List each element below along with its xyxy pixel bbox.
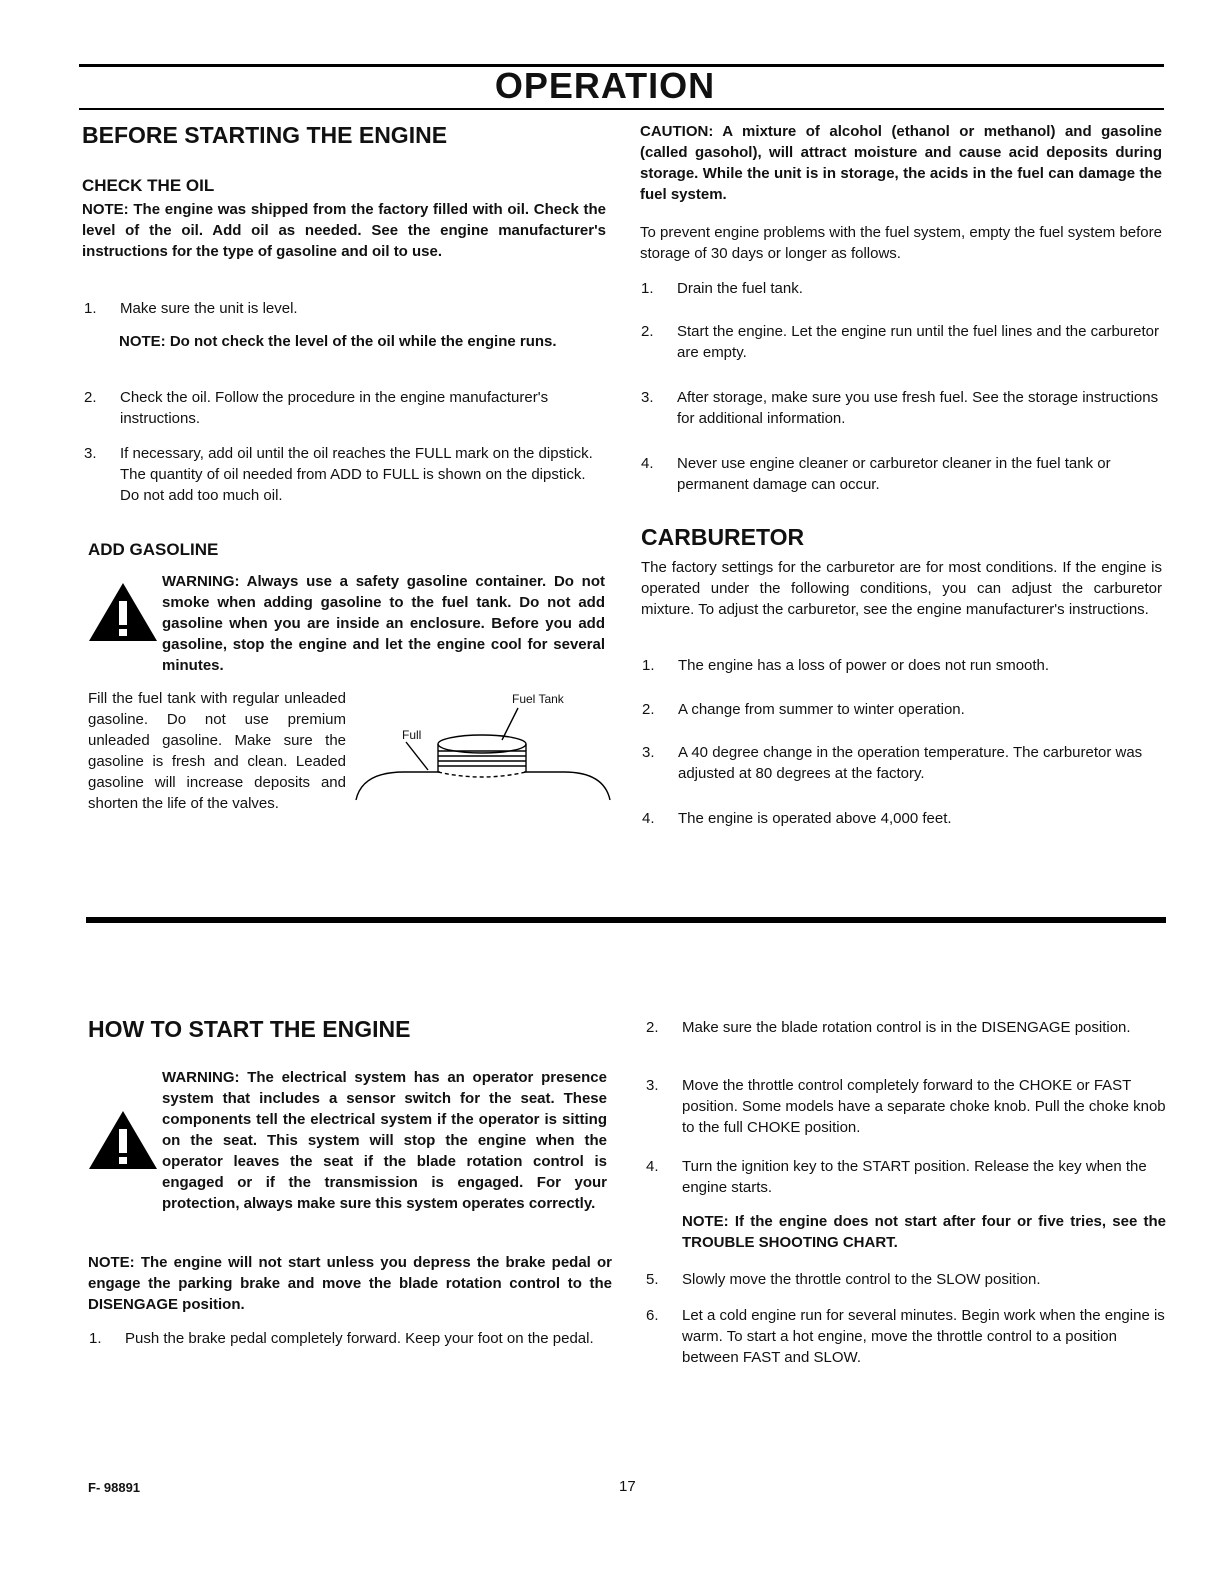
step-text: Start the engine. Let the engine run until the fuel lines and the carburetor are empty.	[677, 323, 1159, 361]
step-text: Turn the ignition key to the START position. Release the key when the engine starts.	[682, 1158, 1147, 1196]
step-number: 6.	[646, 1307, 659, 1324]
carburetor-intro: The factory settings for the carburetor are for most conditions. If the engine is operated under the following conditions, you can adjust the carburetor mixture. To adjust the carburetor, see the engine manufacturer's instructions.	[641, 559, 1162, 618]
caution-text: CAUTION: A mixture of alcohol (ethanol or methanol) and gasoline (called gasohol), will attract moisture and cause acid deposits during storage. While the unit is in storage, the acids in the fuel can damage the fuel system.	[640, 123, 1162, 203]
add-gasoline-heading: ADD GASOLINE	[88, 540, 219, 559]
step-number: 4.	[642, 810, 655, 827]
step-text: Check the oil. Follow the procedure in the engine manufacturer's instructions.	[120, 389, 549, 427]
full-label: Full	[402, 728, 422, 742]
step-number: 5.	[646, 1271, 659, 1288]
title-underline	[79, 108, 1164, 110]
step-text: Drain the fuel tank.	[677, 280, 803, 297]
step-number: 2.	[642, 701, 655, 718]
step-text: The engine has a loss of power or does not run smooth.	[678, 657, 1050, 674]
fuel-tank-diagram	[352, 700, 614, 805]
step-text: Make sure the unit is level.	[120, 300, 298, 317]
step-number: 3.	[84, 445, 97, 462]
step-number: 2.	[84, 389, 97, 406]
warning-triangle-icon	[89, 1111, 157, 1169]
step-text: Move the throttle control completely forward to the CHOKE or FAST position. Some models have a separate choke knob. Pull the choke knob to the full CHOKE position.	[682, 1077, 1166, 1136]
carburetor-heading: CARBURETOR	[641, 524, 805, 550]
step-text: A 40 degree change in the operation temperature. The carburetor was adjusted at 80 degrees at the factory.	[678, 744, 1143, 782]
step-number: 2.	[646, 1019, 659, 1036]
electrical-warning: WARNING: The electrical system has an operator presence system that includes a sensor switch for the seat. These components tell the electrical system if the operator is sitting on the seat. This system will stop the engine when the operator leaves the seat if the blade rotation control is engaged or if the transmission is engaged. For your protection, always make sure this system operates correctly.	[162, 1069, 607, 1212]
step-text: The engine is operated above 4,000 feet.	[678, 810, 952, 827]
fill-instructions: Fill the fuel tank with regular unleaded gasoline. Do not use premium unleaded gasoline. Make sure the gasoline is fresh and clean. Leaded gasoline will increase deposits and shorten the life of the valves.	[88, 690, 346, 812]
step-text: A change from summer to winter operation.	[678, 701, 965, 718]
step-number: 3.	[646, 1077, 659, 1094]
step-text: After storage, make sure you use fresh fuel. See the storage instructions for additional information.	[677, 389, 1159, 427]
step-text: Make sure the blade rotation control is in the DISENGAGE position.	[682, 1019, 1131, 1036]
start-note: NOTE: The engine will not start unless you depress the brake pedal or engage the parking brake and move the blade rotation control to the DISENGAGE position.	[88, 1254, 612, 1313]
section-divider	[86, 917, 1166, 923]
document-id: F- 98891	[88, 1480, 141, 1495]
gasoline-warning: WARNING: Always use a safety gasoline container. Do not smoke when adding gasoline to the fuel tank. Do not add gasoline when you are inside an enclosure. Before you add gasoline, stop the engine and let the engine cool for several minutes.	[162, 573, 605, 674]
page-title: OPERATION	[494, 65, 716, 106]
step-number: 1.	[89, 1330, 102, 1347]
step1-note: NOTE: Do not check the level of the oil while the engine runs.	[119, 333, 557, 350]
step4-note: NOTE: If the engine does not start after four or five tries, see the TROUBLE SHOOTING CHART.	[682, 1213, 1166, 1251]
fuel-tank-label: Fuel Tank	[512, 692, 564, 706]
step-text: Push the brake pedal completely forward. Keep your foot on the pedal.	[125, 1330, 594, 1347]
step-number: 1.	[84, 300, 97, 317]
page-number: 17	[619, 1478, 636, 1495]
step-text: Slowly move the throttle control to the SLOW position.	[682, 1271, 1041, 1288]
step-number: 1.	[641, 280, 654, 297]
step-number: 2.	[641, 323, 654, 340]
how-to-start-heading: HOW TO START THE ENGINE	[88, 1016, 411, 1042]
step-text: If necessary, add oil until the oil reaches the FULL mark on the dipstick. The quantity of oil needed from ADD to FULL is shown on the dipstick. Do not add too much oil.	[120, 445, 593, 504]
step-number: 4.	[646, 1158, 659, 1175]
step-text: Let a cold engine run for several minutes. Begin work when the engine is warm. To start a hot engine, move the throttle control to a position between FAST and SLOW.	[682, 1307, 1165, 1366]
check-oil-note: NOTE: The engine was shipped from the factory filled with oil. Check the level of the oil. Add oil as needed. See the engine manufacturer's instructions for the type of gasoline and oil to use.	[82, 201, 606, 260]
step-number: 4.	[641, 455, 654, 472]
step-number: 3.	[642, 744, 655, 761]
step-text: Never use engine cleaner or carburetor cleaner in the fuel tank or permanent damage can occur.	[677, 455, 1111, 493]
step-number: 1.	[642, 657, 655, 674]
storage-intro: To prevent engine problems with the fuel system, empty the fuel system before storage of 30 days or longer as follows.	[640, 224, 1162, 262]
step-number: 3.	[641, 389, 654, 406]
check-oil-heading: CHECK THE OIL	[82, 176, 215, 195]
warning-triangle-icon	[89, 583, 157, 641]
before-starting-heading: BEFORE STARTING THE ENGINE	[82, 122, 448, 148]
